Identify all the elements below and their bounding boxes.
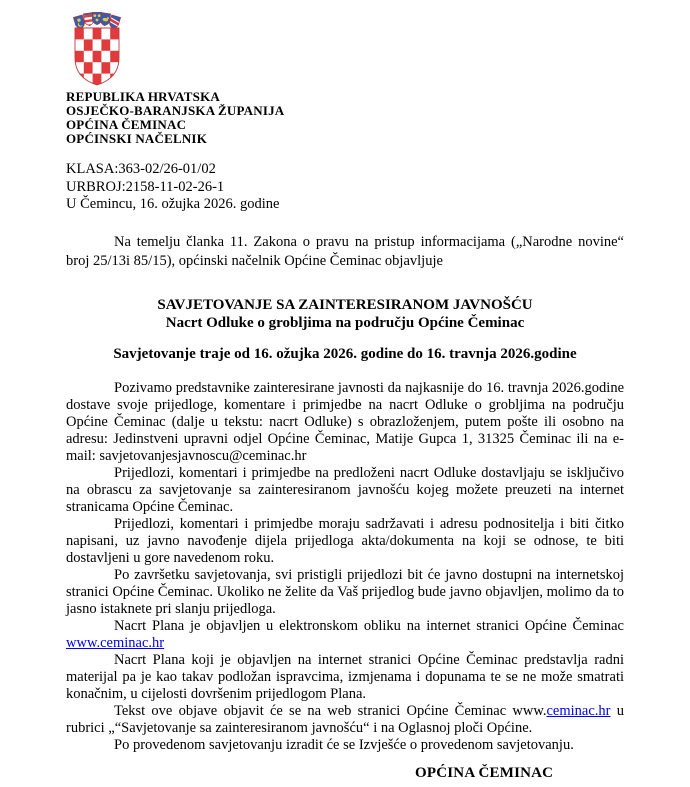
paragraph-report: Po provedenom savjetovanju izradit će se Izvješće o provedenom savjetovanju.	[114, 736, 574, 753]
urbroj-line: URBROJ:2158-11-02-26-1	[66, 178, 225, 195]
document-body	[66, 380, 624, 754]
consultation-duration: Savjetovanje traje od 16. ožujka 2026. godine do 16. travnja 2026.godine	[113, 345, 577, 362]
org-name-block	[66, 90, 624, 146]
place-date-line: U Čemincu, 16. ožujka 2026. godine	[66, 196, 280, 212]
document-subtitle: Nacrt Odluke o grobljima na području Općine Čeminac	[165, 314, 525, 331]
signature: OPĆINA ČEMINAC	[415, 764, 554, 781]
main-shield	[75, 28, 119, 85]
org-line-country: REPUBLIKA HRVATSKA	[66, 89, 221, 104]
org-line-municipality: OPĆINA ČEMINAC	[66, 117, 187, 132]
document-title: SAVJETOVANJE SA ZAINTERESIRANOM JAVNOŠĆU	[157, 296, 533, 313]
org-line-county: OSJEČKO-BARANJSKA ŽUPANIJA	[66, 103, 285, 118]
paragraph-announcement-text2: u rubrici „“Savjetovanje sa zainteresiranom javnošću“ i na Oglasnoj ploči Općine.	[66, 702, 624, 736]
paragraph-draft-published-text: Nacrt Plana je objavljen u elektronskom obliku na internet stranici Općine Čeminac	[114, 617, 624, 634]
ceminac-website-link[interactable]: www.ceminac.hr	[66, 634, 165, 651]
paragraph-invitation: Pozivamo predstavnike zainteresirane javnosti da najkasnije do 16. travnja 2026.godine dostave svoje prijedloge, komentare i primjedbe na nacrt Odluke o grobljima na području Općine Čeminac (dalje u tekstu: nacrt Odluke) s obrazloženjem, putem pošte ili osobno na adresu: Jedinstveni upravni odjel Općine Čeminac, Matije Gupca 1, 31325 Čeminac ili na e-mail: savjetovanjesjavnoscu@ceminac.hr	[66, 379, 624, 464]
paragraph-announcement-text1: Tekst ove objave objavit će se na web stranici Općine Čeminac www.	[114, 702, 547, 719]
crown-shield-goat	[99, 12, 111, 27]
paragraph-working-material: Nacrt Plana koji je objavljen na internet stranici Općine Čeminac predstavlja radni materijal pa je kao takav podložan ispravcima, izmjenama i dopunama te se ne može smatrati konačnim, u cijelosti dovršenim prijedlogom Plana.	[66, 651, 624, 702]
intro-paragraph: Na temelju članka 11. Zakona o pravu na pristup informacijama („Narodne novine“ broj 25/13i 85/15), općinski načelnik Općine Čeminac objavljuje	[66, 233, 624, 269]
paragraph-public-access: Po završetku savjetovanja, svi pristigli prijedlozi bit će javno dostupni na internetskoj stranici Općine Čeminac. Ukoliko ne želite da Vaš prijedlog bude javno objavljen, molimo da to jasno istaknete pri slanju prijedloga.	[66, 566, 624, 617]
document-meta	[66, 161, 624, 214]
paragraph-draft-published	[66, 618, 624, 652]
ceminac-website-link-2[interactable]: ceminac.hr	[546, 702, 611, 719]
letterhead	[66, 12, 624, 146]
klasa-line: KLASA:363-02/26-01/02	[66, 161, 216, 177]
org-line-mayor: OPĆINSKI NAČELNIK	[66, 131, 208, 146]
croatia-coat-of-arms-icon	[68, 12, 126, 88]
paragraph-requirements: Prijedlozi, komentari i primjedbe moraju sadržavati i adresu podnositelja i biti čitko napisani, uz javno navođenje dijela prijedloga akta/dokumenta na koji se odnose, te biti dostavljeni u gore navedenom roku.	[66, 515, 624, 566]
paragraph-announcement	[66, 703, 624, 737]
paragraph-form: Prijedlozi, komentari i primjedbe na predloženi nacrt Odluke dostavljaju se isključivo na obrascu za savjetovanje sa zainteresiranom javnošću kojeg možete preuzeti na internet stranicama Općine Čeminac.	[66, 464, 624, 515]
